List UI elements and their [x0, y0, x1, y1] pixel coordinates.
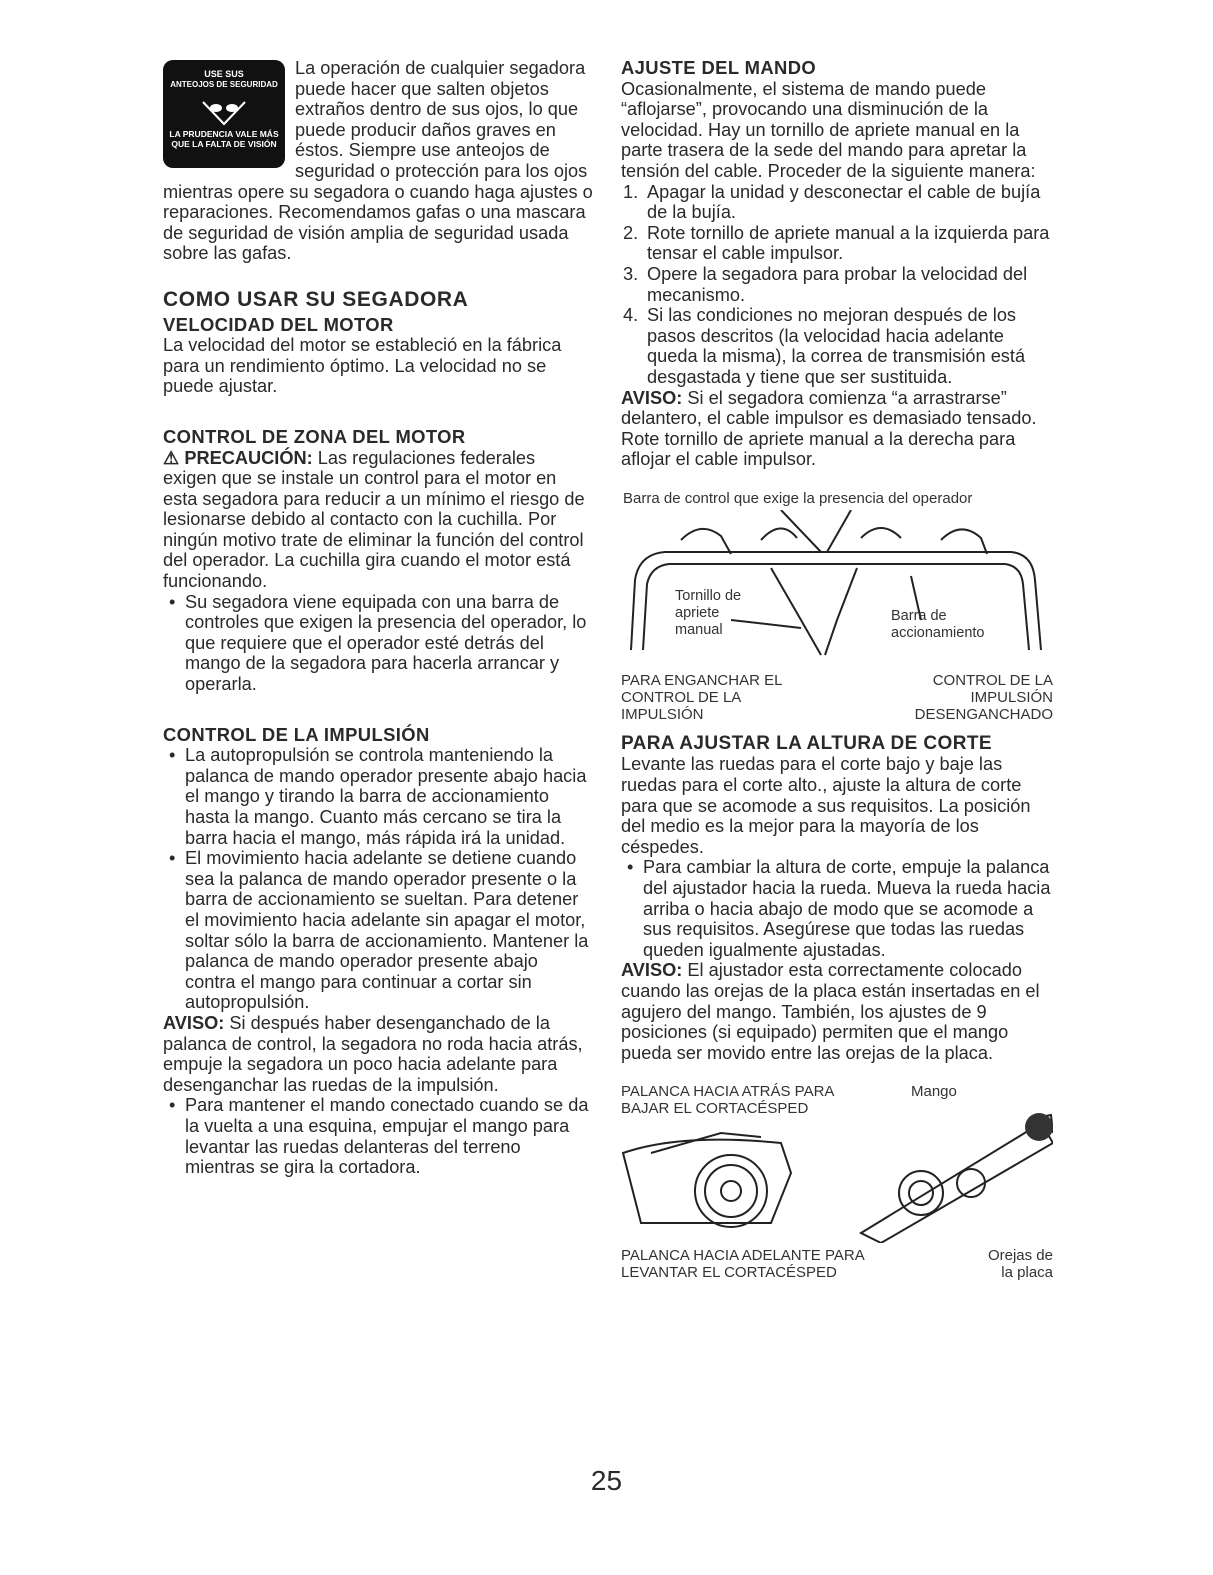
fig2-ears-label: Orejas de la placa: [987, 1247, 1053, 1282]
notice-label: AVISO:: [621, 960, 683, 981]
list-item: 4. Si las condiciones no mejoran después de los pasos descritos (la velocidad hacia adelante queda la misma), la correa de transmisión está desgastada y tiene que ser sustituida.: [623, 305, 1026, 387]
height-notice: [621, 960, 1053, 1063]
notice-label: AVISO:: [621, 387, 683, 408]
safety-intro: [163, 58, 593, 264]
list-item: 1. Apagar la unidad y desconectar el cable de bujía de la bujía.: [623, 181, 1041, 223]
notice-text: Si el segadora comienza “a arrastrarse” delantero, el cable impulsor es demasiado tensado. Rote tornillo de apriete manual a la derecha para aflojar el cable impulsor.: [621, 387, 1037, 470]
drive-bullet-1: • La autopropulsión se controla manteniendo la palanca de mando operador presente abajo hacia el mango y tirando la barra de accionamiento hasta la mango. Cuanto más cercano se tira la barra hacia el mango, más rápida irá la unidad.: [163, 745, 593, 848]
adjust-title: AJUSTE DEL MANDO: [621, 57, 817, 78]
fig1-bar-label: Barra de accionamiento: [891, 607, 985, 641]
height-adjuster-figure: [621, 1083, 1053, 1283]
fig1-title: Barra de control que exige la presencia del operador: [623, 489, 973, 507]
section-title: COMO USAR SU SEGADORA: [163, 287, 469, 311]
caution-paragraph: [163, 448, 593, 592]
zone-title: CONTROL DE ZONA DEL MOTOR: [163, 425, 466, 447]
fig2-lower-label: PALANCA HACIA ATRÁS PARA BAJAR EL CORTACÉSPED: [621, 1083, 834, 1118]
drive-bullet-2: • El movimiento hacia adelante se detiene cuando sea la palanca de mando operador presente o la barra de accionamiento se sueltan. Para detener el movimiento hacia adelante sin apagar el motor, soltar sólo la barra de accionamiento. Mantener la palanca de mando operador presente abajo contra el mango para continuar a cortar sin autopropulsión.: [163, 848, 593, 1013]
fig1-disengage-label: CONTROL DE LA IMPULSIÓN DESENGANCHADO: [914, 671, 1053, 723]
notice-text: Si después haber desenganchado de la palanca de control, la segadora no roda hacia atrás, empuje la segadora un poco hacia adelante para desenganchar las ruedas de la impulsión.: [163, 1012, 583, 1095]
height-text: Levante las ruedas para el corte bajo y baje las ruedas para el corte alto., ajuste la altura de corte para que se acomode a sus requisitos. La posición del medio es la mejor para la mayoría de los céspedes.: [621, 754, 1031, 857]
right-column: [621, 58, 1053, 1283]
speed-title: VELOCIDAD DEL MOTOR: [163, 313, 394, 335]
safety-glasses-icon: [199, 100, 249, 126]
safety-glasses-badge: [163, 60, 285, 168]
adjust-notice: [621, 388, 1053, 470]
fig2-mango-label: Mango: [911, 1083, 957, 1101]
notice-text: El ajustador esta correctamente colocado cuando las orejas de la placa están insertadas en el agujero del mango. También, los ajustes de 9 posiciones (si equipado) permiten que el mango pueda ser movido entre las orejas de la placa.: [621, 960, 1040, 1063]
adjust-text: Ocasionalmente, el sistema de mando puede “aflojarse”, provocando una disminución de la velocidad. Hay un tornillo de apriete manual en la parte trasera de la sede del mando para apretar la tensión del cable. Proceder de la siguiente manera:: [621, 78, 1036, 181]
warning-triangle-icon: ⚠: [163, 447, 180, 468]
left-column: [163, 58, 593, 1178]
drive-title: CONTROL DE LA IMPULSIÓN: [163, 723, 430, 745]
speed-text: La velocidad del motor se estableció en la fábrica para un rendimiento óptimo. La velocidad no se puede ajustar.: [163, 335, 562, 397]
wheel-adjuster-illustration: [621, 1113, 1053, 1243]
zone-bullet: • Su segadora viene equipada con una barra de controles que exigen la presencia del operador, lo que requiere que el operador esté detrás del mango de la segadora para hacerla arrancar y operarla.: [163, 592, 593, 695]
badge-line1: USE SUS: [204, 69, 244, 79]
badge-line3: LA PRUDENCIA VALE MÁS QUE LA FALTA DE VISIÓN: [169, 129, 279, 149]
fig1-engage-label: PARA ENGANCHAR EL CONTROL DE LA IMPULSIÓN: [621, 671, 782, 723]
page-number: 25: [590, 1465, 623, 1496]
caution-label: PRECAUCIÓN:: [184, 447, 313, 468]
list-item: 3. Opere la segadora para probar la velocidad del mecanismo.: [623, 263, 1028, 305]
list-item: 2. Rote tornillo de apriete manual a la izquierda para tensar el cable impulsor.: [623, 222, 1050, 264]
caution-text: Las regulaciones federales exigen que se instale un control para el motor en esta segadora para reducir a un mínimo el riesgo de lesionarse debido al contacto con la cuchilla. Por ningún motivo trate de eliminar la función del control del operador. La cuchilla gira cuando el motor está funcionando.: [163, 447, 585, 592]
fig1-screw-label: Tornillo de apriete manual: [675, 587, 742, 638]
drive-bullet-3: • Para mantener el mando conectado cuando se da la vuelta a una esquina, empujar el mango para levantar las ruedas delanteras del terreno mientras se gira la cortadora.: [163, 1095, 593, 1177]
notice-label: AVISO:: [163, 1012, 225, 1033]
fig2-raise-label: PALANCA HACIA ADELANTE PARA LEVANTAR EL CORTACÉSPED: [621, 1247, 864, 1282]
adjust-steps: [621, 182, 1053, 388]
badge-line2: ANTEOJOS DE SEGURIDAD: [170, 80, 278, 89]
height-title: PARA AJUSTAR LA ALTURA DE CORTE: [621, 732, 992, 754]
drive-notice: [163, 1013, 593, 1095]
height-bullet: • Para cambiar la altura de corte, empuje la palanca del ajustador hacia la rueda. Mueva la rueda hacia arriba o hacia abajo de modo que se acomode a sus requisitos. Asegúrese que todas las ruedas queden igualmente ajustadas.: [621, 857, 1053, 960]
handle-figure: [621, 490, 1053, 722]
safety-intro-text: La operación de cualquier segadora puede hacer que salten objetos extraños dentro de sus ojos, lo que puede producir daños graves en éstos. Siempre use anteojos de seguridad o protección para los ojos mientras opere su segadora o cuando haga ajustes o reparaciones. Recomendamos gafas o una mascara de seguridad de visión amplia de seguridad usada sobre las gafas.: [163, 58, 593, 264]
